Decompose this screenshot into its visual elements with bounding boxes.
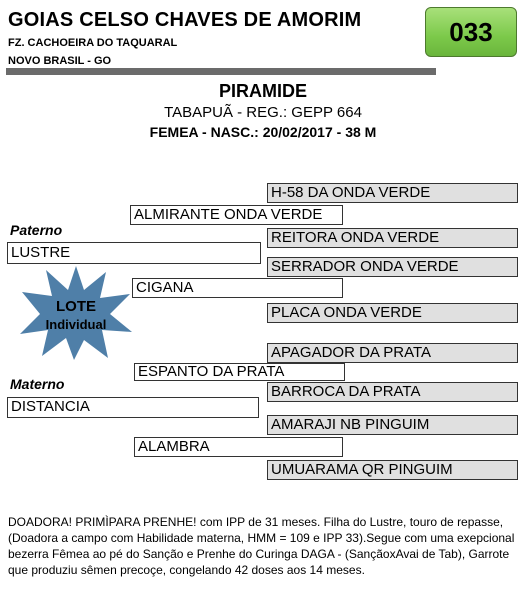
great-grandparent-7: AMARAJI NB PINGUIM (267, 415, 518, 435)
lote-individual-badge (18, 264, 134, 362)
farm-location: NOVO BRASIL - GO (8, 55, 112, 67)
lot-number-badge: 033 (425, 7, 517, 57)
header-divider (6, 68, 436, 75)
sire-box: LUSTRE (7, 242, 261, 264)
description-text: DOADORA! PRIMÌPARA PRENHE! com IPP de 31 meses. Filha do Lustre, touro de repasse,(Doadora a campo com Habilidade materna, HMM = 109 e IPP 33).Segue com uma exepcional bezerra Fêmea ao pé do Sanção e Prenhe do Curinga DAGA - (SançãoxAvai de Tab), Garrote que produziu sêmen precoçe, congelando 42 doses aos 14 meses. (8, 515, 515, 577)
maternal-label: Materno (10, 376, 65, 392)
maternal-granddam: ALAMBRA (134, 437, 343, 457)
badge-line-1: LOTE (56, 298, 96, 315)
great-grandparent-4: PLACA ONDA VERDE (267, 303, 518, 323)
great-grandparent-6: BARROCA DA PRATA (267, 382, 518, 402)
paternal-label: Paterno (10, 222, 63, 238)
paternal-grandsire: ALMIRANTE ONDA VERDE (130, 205, 343, 225)
great-grandparent-2: REITORA ONDA VERDE (267, 228, 518, 248)
dam-box: DISTANCIA (7, 397, 259, 418)
maternal-grandsire: ESPANTO DA PRATA (134, 363, 345, 381)
great-grandparent-1: H-58 DA ONDA VERDE (267, 183, 518, 203)
owner-name: GOIAS CELSO CHAVES DE AMORIM (8, 9, 362, 31)
farm-name: FZ. CACHOEIRA DO TAQUARAL (8, 37, 178, 49)
great-grandparent-8: UMUARAMA QR PINGUIM (267, 460, 518, 480)
paternal-granddam: CIGANA (132, 278, 343, 298)
animal-sex-birth: FEMEA - NASC.: 20/02/2017 - 38 M (149, 124, 377, 140)
animal-breed-registration: TABAPUÃ - REG.: GEPP 664 (164, 104, 362, 121)
badge-line-2: Individual (45, 317, 107, 332)
great-grandparent-5: APAGADOR DA PRATA (267, 343, 518, 363)
animal-name: PIRAMIDE (218, 81, 307, 101)
great-grandparent-3: SERRADOR ONDA VERDE (267, 257, 518, 277)
